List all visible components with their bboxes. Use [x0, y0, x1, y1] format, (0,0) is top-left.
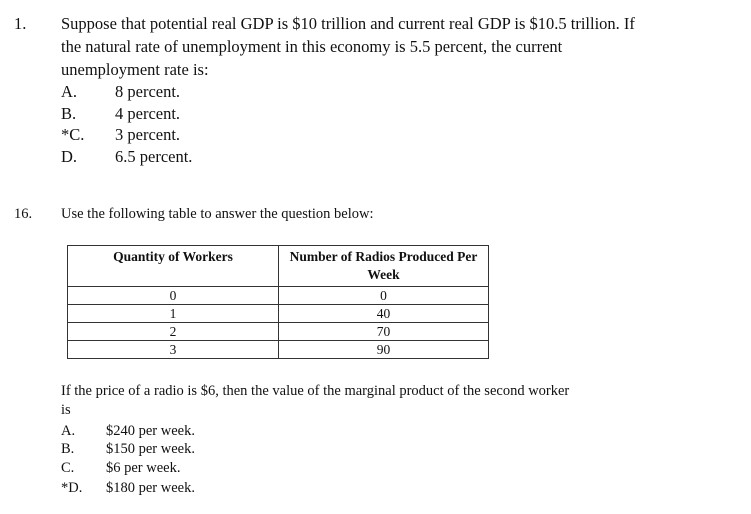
production-table [67, 245, 489, 359]
question-stem-line: is [61, 402, 71, 418]
cell-workers: 0 [68, 287, 279, 305]
cell-workers: 1 [68, 305, 279, 323]
column-header-workers: Quantity of Workers [68, 246, 279, 287]
question-number: 1. [14, 14, 27, 33]
table-row [68, 287, 489, 305]
choice-letter: C. [61, 460, 75, 476]
choice-text: 6.5 percent. [115, 147, 193, 166]
choice-letter: A. [61, 423, 76, 439]
question-stem-line: Suppose that potential real GDP is $10 trillion and current real GDP is $10.5 trillion. If [61, 14, 635, 33]
table-header-row [68, 246, 489, 287]
column-header-radios: Number of Radios Produced Per Week [279, 246, 489, 287]
choice-text: 3 percent. [115, 125, 181, 144]
choice-letter: *C. [61, 125, 85, 144]
choice-letter: D. [61, 147, 78, 166]
choice-text: $6 per week. [106, 460, 181, 476]
choice-text: $240 per week. [106, 423, 195, 439]
choice-letter: *D. [61, 480, 83, 496]
table-row [68, 341, 489, 359]
cell-radios: 90 [279, 341, 489, 359]
choice-letter: B. [61, 104, 77, 123]
choice-letter: A. [61, 82, 78, 101]
question-stem-line: unemployment rate is: [61, 60, 209, 79]
choice-text: 8 percent. [115, 82, 181, 101]
choice-text: 4 percent. [115, 104, 181, 123]
table-row [68, 323, 489, 341]
cell-radios: 70 [279, 323, 489, 341]
cell-workers: 2 [68, 323, 279, 341]
question-stem-line: If the price of a radio is $6, then the value of the marginal product of the second worker [61, 383, 570, 399]
table-row [68, 305, 489, 323]
cell-radios: 0 [279, 287, 489, 305]
choice-text: $150 per week. [106, 441, 195, 457]
cell-workers: 3 [68, 341, 279, 359]
question-stem-line: the natural rate of unemployment in this economy is 5.5 percent, the current [61, 37, 563, 56]
question-intro: Use the following table to answer the question below: [61, 206, 374, 222]
choice-letter: B. [61, 441, 75, 457]
choice-text: $180 per week. [106, 480, 195, 496]
cell-radios: 40 [279, 305, 489, 323]
question-number: 16. [14, 206, 33, 222]
